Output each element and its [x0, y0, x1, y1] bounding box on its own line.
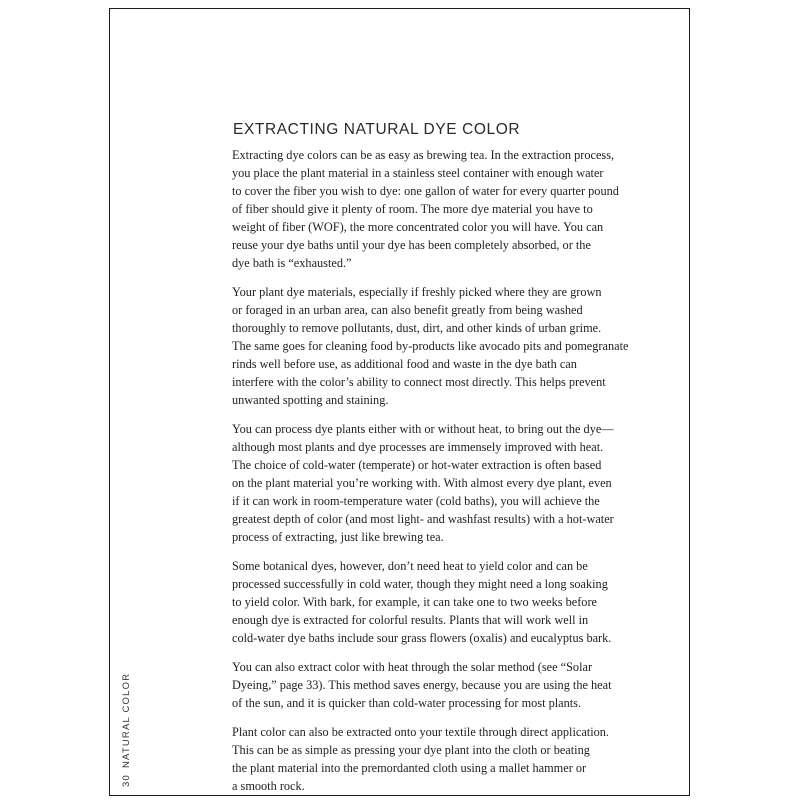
text-line: The choice of cold-water (temperate) or hot-water extraction is often based [232, 458, 602, 472]
body-text [232, 146, 682, 795]
text-line: Dyeing,” page 33). This method saves energy, because you are using the heat [232, 678, 612, 692]
text-line: a smooth rock. [232, 779, 305, 793]
paragraph [232, 283, 682, 409]
text-line: Plant color can also be extracted onto your textile through direct application. [232, 725, 609, 739]
paragraph [232, 557, 682, 647]
page-folio [121, 673, 132, 787]
text-line: Your plant dye materials, especially if freshly picked where they are grown [232, 285, 602, 299]
text-line: process of extracting, just like brewing tea. [232, 530, 444, 544]
text-line: enough dye is extracted for colorful results. Plants that will work well in [232, 613, 589, 627]
text-line: You can also extract color with heat through the solar method (see “Solar [232, 660, 593, 674]
paragraph [232, 723, 682, 795]
text-line: thoroughly to remove pollutants, dust, dirt, and other kinds of urban grime. [232, 321, 602, 335]
text-line: of the sun, and it is quicker than cold-water processing for most plants. [232, 696, 582, 710]
text-line: to cover the fiber you wish to dye: one gallon of water for every quarter pound [232, 184, 619, 198]
paragraph [232, 420, 682, 546]
text-line: or foraged in an urban area, can also benefit greatly from being washed [232, 303, 583, 317]
text-line: if it can work in room-temperature water (cold baths), you will achieve the [232, 494, 600, 508]
running-title: NATURAL COLOR [121, 672, 132, 769]
text-line: weight of fiber (WOF), the more concentrated color you will have. You can [232, 220, 604, 234]
text-line: reuse your dye baths until your dye has been completely absorbed, or the [232, 238, 591, 252]
text-line: You can process dye plants either with or without heat, to bring out the dye— [232, 422, 614, 436]
text-line: dye bath is “exhausted.” [232, 256, 352, 270]
text-line: cold-water dye baths include sour grass flowers (oxalis) and eucalyptus bark. [232, 631, 612, 645]
text-line: the plant material into the premordanted cloth using a mallet hammer or [232, 761, 587, 775]
paragraph [232, 658, 682, 712]
page-number: 30 [121, 774, 132, 787]
text-line: rinds well before use, as additional food and waste in the dye bath can [232, 357, 577, 371]
text-line: you place the plant material in a stainless steel container with enough water [232, 166, 604, 180]
text-line: on the plant material you’re working with. With almost every dye plant, even [232, 476, 612, 490]
section-heading: EXTRACTING NATURAL DYE COLOR [233, 121, 521, 138]
text-line: to yield color. With bark, for example, it can take one to two weeks before [232, 595, 597, 609]
text-line: This can be as simple as pressing your dye plant into the cloth or beating [232, 743, 590, 757]
text-line: unwanted spotting and staining. [232, 393, 389, 407]
paragraph [232, 146, 682, 272]
book-page [109, 8, 690, 796]
text-line: interfere with the color’s ability to connect most directly. This helps prevent [232, 375, 606, 389]
text-line: of fiber should give it plenty of room. The more dye material you have to [232, 202, 593, 216]
text-line: processed successfully in cold water, though they might need a long soaking [232, 577, 608, 591]
text-line: The same goes for cleaning food by-products like avocado pits and pomegranate [232, 339, 629, 353]
text-line: Some botanical dyes, however, don’t need heat to yield color and can be [232, 559, 588, 573]
text-line: although most plants and dye processes are immensely improved with heat. [232, 440, 604, 454]
text-line: Extracting dye colors can be as easy as brewing tea. In the extraction process, [232, 148, 615, 162]
text-line: greatest depth of color (and most light- and washfast results) with a hot-water [232, 512, 614, 526]
page-content [232, 121, 682, 806]
